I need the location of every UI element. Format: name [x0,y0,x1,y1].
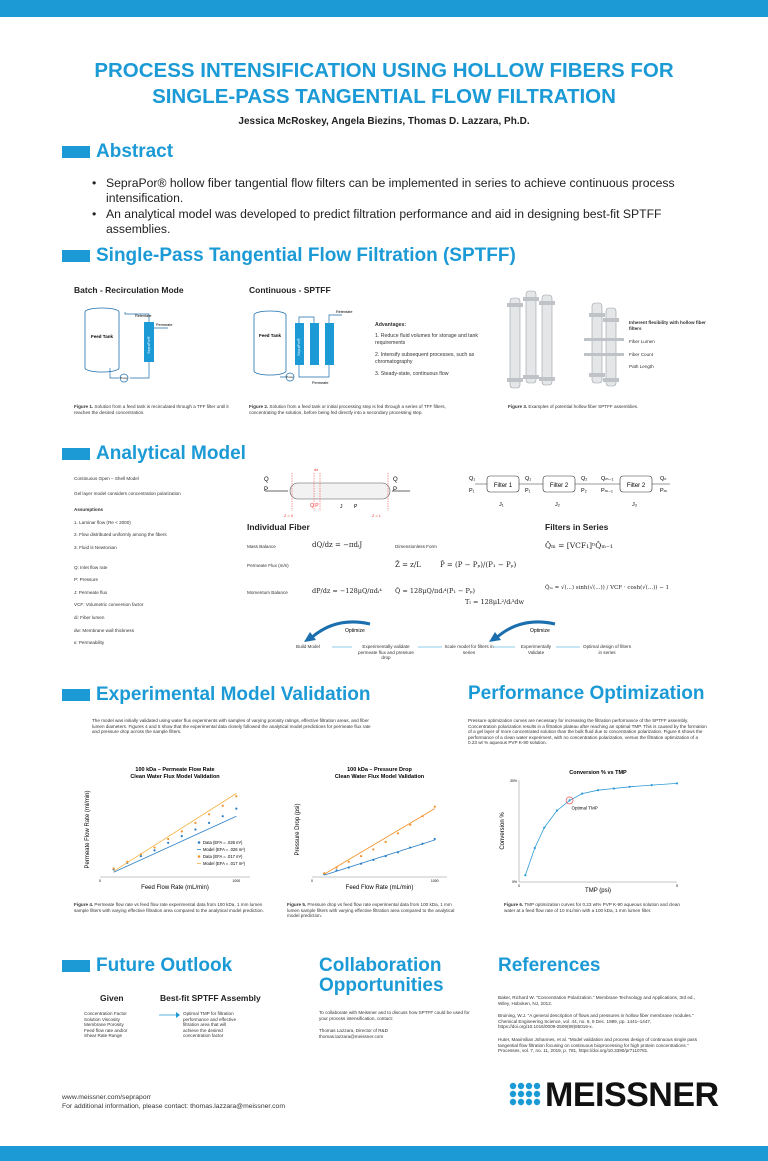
performance-heading: Performance Optimization [468,683,705,704]
design-flow [290,614,640,670]
pump-label: Pump [286,375,294,379]
assumptions-title: Assumptions [74,507,104,513]
svg-text:J₁: J₁ [499,502,504,508]
retentate-label: Retentate [336,310,353,314]
x-tick-label: 0 [99,879,101,883]
y-tick-label: 30% [509,779,517,783]
data-point [581,793,583,795]
svg-text:Q: Q [393,477,398,483]
flexibility-box [629,320,709,370]
x-tick-label: 0 [311,879,313,883]
svg-text:Z = 0: Z = 0 [284,513,294,518]
momentum-balance-label: Momentum Balance [247,590,288,595]
feed-tank-label: Feed Tank [259,333,281,338]
hollow-fiber-assembly-image [500,283,625,401]
advantages-box [375,322,485,377]
svg-text:Q₁: Q₁ [469,476,476,482]
given-title: Given [100,993,124,1003]
mass-balance-eq: dQ/dz = −πdᵢJ [312,541,363,549]
flow-step: Scale model for filters in series [444,644,494,655]
filters-series-title: Filters in Series [545,522,609,532]
figure4-caption: Figure 4. Permeate flow rate vs feed flow rate experimental data from 100 kDa, 1 mm lumen sample filters with varying effective filtration area compared to the analytical model prediction. [74,902,264,913]
reference-item: Huter, Maximilian Johannes, et al. "Model validation and process design of continuous single pass tangential flow filtration focusing on continuous bioprocessing for high protein concentrations." Processes, vol. 7, no. 11, 2019, p. 781, https://doi.org/10.3390/pr7110781. [498,1036,698,1054]
chart-subtitle: Clean Water Flux Model Validation [130,774,220,780]
data-point [113,867,115,869]
figure1-caption: Figure 1. Solution from a feed tank is recirculated through a TFF filter until it reaches the desired concentration. [74,404,229,415]
dimensionless-label: Dimensionless Form [395,544,437,549]
data-point [434,838,436,840]
pressure-drop-chart [290,762,455,897]
advantage-item: 2. Intensify subsequent processes, such as chromatography [375,352,475,365]
data-point [167,838,169,840]
data-point [208,813,210,815]
data-point [153,849,155,851]
data-point [194,828,196,830]
data-point [676,782,678,784]
y-axis-label: Permeate Flow Rate (ml/min) [85,790,91,869]
data-point [434,806,436,808]
svg-text:Qₙ: Qₙ [660,476,667,482]
data-point [222,805,224,807]
svg-text:Pₘ₋₁: Pₘ₋₁ [601,488,613,494]
x-tick-label: 5 [676,884,678,888]
fiber-schematic [260,465,420,520]
model-notes: Continuous Open – Shell Model Gel layer model considers concentration polarization Assumptions 1. Laminar flow (Re < 2000) 2. Flow distributed uniformly among the fibers 3. Fluid is Newtonian Q: Inlet flow rate P: Pressure J: Permeate flux VCF: Volumetric conversion factor di: Fiber lumen dw: Membrane wall thickness κ: Permeability [74,476,239,646]
figure6-caption: Figure 6. TMP optimization curves for 0.23 wt% PVP K-90 aqueous solution and clean water at a feed flow rate of 10 mL/min with a 100 kDa, 1 mm lumen filter. [504,902,680,913]
q-eq: Q̂ = 128μQ/πdᵢ⁴(P₁ − Pₚ) [395,587,476,595]
svg-text:P₁: P₁ [525,488,531,494]
best-fit-list: Optimal TMP for filtration performance and effective filtration area that will achieve the desired concentration factor [183,1011,237,1039]
data-point [348,861,350,863]
flexibility-title: Inherent flexibility with hollow fiber filters [629,320,706,331]
x-tick-label: 0 [518,884,520,888]
svg-text:Q P: Q P [310,503,319,509]
abstract-bullet: • SepraPor® hollow fiber tangential flow filters can be implemented in series to achieve continuous process intensification. [92,176,702,205]
meissner-logo: MEISSNER [508,1076,719,1115]
filter-label: SepraPor® [147,336,151,354]
footer-contact: www.meissner.com/sepraporr For additional information, please contact: thomas.lazzara@meissner.com [62,1094,285,1110]
batch-diagram [80,300,190,390]
bottom-banner [0,1146,768,1161]
data-point [167,842,169,844]
performance-text: Pressure optimization curves are necessary for increasing the filtration performance of the SPTFF assembly. Concentration polarization results in a filtration plateau after reaching an optimal TMP. This is caused by the formation of a gel layer of more concentrated solution than the bulk fluid due to concentration polarization. Figure 6 shows the performance of a clean water experiment, with no concentration polarization, versus the filtration optimization of a 0.23 wt % aqueous PVP K-90 solution. [468,718,707,746]
heading-marker [62,448,90,460]
figure3-caption: Figure 3. Examples of potential hollow fiber SPTFF assemblies. [508,404,639,409]
future-heading: Future Outlook [62,955,232,977]
heading-marker [62,146,90,158]
series-eq2: Q̂ₘ = √(...) sinh(√(...)) / VCF · cosh(√(...)) − 1 [545,585,670,591]
data-point [651,784,653,786]
permeate-label: Permeate [156,323,173,327]
data-point [556,810,558,812]
svg-text:Z = L: Z = L [372,513,382,518]
legend-swatch [198,841,201,844]
continuous-diagram [250,305,360,390]
data-point [235,808,237,810]
footer-url[interactable]: www.meissner.com/sepraporr [62,1094,152,1101]
chart-subtitle: Clean Water Flux Model Validation [334,774,425,780]
y-axis-label: Conversion % [500,812,506,850]
individual-fiber-title: Individual Fiber [247,522,310,532]
t-eq: Tₗ = 128μL²/dᵢ³dw [465,598,525,606]
y-axis-label: Pressure Drop (psi) [295,803,301,856]
data-point [524,874,526,876]
svg-text:Q: Q [264,477,269,483]
svg-text:P₂: P₂ [581,488,587,494]
model-heading: Analytical Model [62,443,246,465]
svg-text:P: P [393,487,398,493]
advantages-title: Advantages: [375,322,407,328]
x-tick-label: 1000 [232,879,241,883]
svg-text:P₁: P₁ [469,488,475,494]
top-banner [0,0,768,17]
data-point [543,827,545,829]
filter-box: Filter 2 [626,483,646,489]
filters-series-schematic [465,470,680,512]
authors: Jessica McRoskey, Angela Biezins, Thomas D. Lazzara, Ph.D. [238,116,530,127]
svg-text:Pₘ: Pₘ [660,488,668,494]
legend-label: Data (EFA = .026 m²) [203,840,243,845]
logo-mark-icon [508,1081,542,1111]
data-point [222,815,224,817]
batch-title: Batch - Recirculation Mode [74,285,184,295]
advantage-item: 3. Steady-state, continuous flow [375,371,449,378]
data-point [534,847,536,849]
flex-item: Fiber Lumen [629,339,655,345]
conversion-tmp-chart [497,766,687,894]
data-point [235,795,237,797]
svg-text:dz: dz [314,467,319,472]
data-point [629,786,631,788]
arrow-icon [158,1010,180,1020]
reference-item: Baker, Richard W. "Concentration Polarization." Membrane Technology and Applications, 3rd ed., Wiley, Hoboken, NJ, 2012. [498,995,695,1006]
data-point [360,855,362,857]
x-axis-label: TMP (psi) [585,888,611,894]
chart-title: 100 kDa – Permeate Flow Rate [135,767,215,773]
heading-marker [62,960,90,972]
flow-step: Build Model [296,644,321,649]
mass-balance-label: Mass Balance [247,544,276,549]
filter-box: Filter 2 [549,483,569,489]
heading-marker [62,689,90,701]
chart-title: 100 kDa – Pressure Drop [347,767,412,773]
reference-item: Bruining, W.J. "A general description of flows and pressures in hollow fiber membrane modules." Chemical Engineering Science, vol. 44, no. 6, 8 Dec. 1989, pp. 1441–1447, https://doi.org/10.1016/0009-2509(89)85016-x. [498,1013,694,1030]
collab-email: thomas.lazzara@meissner.com [319,1033,384,1039]
flex-item: Path Length [629,364,654,370]
svg-text:Qₘ₋₁: Qₘ₋₁ [601,476,614,482]
flow-step: Experimentally Validate [520,644,552,655]
svg-text:J₃: J₃ [632,502,637,508]
heading-marker [62,250,90,262]
svg-text:Q₁: Q₁ [525,476,532,482]
data-point [568,799,570,801]
permeate-flux-label: Permeate Flux (m/s) [247,563,289,568]
collab-heading: Collaboration Opportunities [319,955,444,996]
abstract-bullet: • An analytical model was developed to predict filtration performance and aid in designing best-fit SPTFF assemblies. [92,207,702,236]
data-point [181,835,183,837]
annotation-label: Optimal TMP [571,805,598,811]
svg-text:P: P [264,487,269,493]
continuous-title: Continuous - SPTFF [249,285,331,295]
optimize-label: Optimize [345,628,365,634]
advantage-item: 1. Reduce fluid volumes for storage and tank requirements [375,333,478,346]
y-tick-label: 0% [511,880,517,884]
figure5-caption: Figure 5. Pressure drop vs feed flow rate experimental data from 100 kDa, 1 mm lumen sample filters with varying effective filtration area compared to the analytical model prediction. [287,902,455,919]
validation-heading: Experimental Model Validation [62,684,371,706]
z-eq: Ẑ = z/L [395,561,421,569]
filter-box: Filter 1 [493,483,513,489]
permeate-label: Permeate [312,381,329,385]
svg-text:J₂: J₂ [555,502,560,508]
collab-text: To collaborate with Meissner and to discuss how SPTFF could be used for your process intensification, contact: Thomas Lazzara, Director of R&D thomas.lazzara@meissner.com [319,1010,474,1039]
conversion-curve [525,783,677,875]
series-eq1: Q̂ₘ = [VCF₁]ⁿQ̂ₘ₋₁ [545,541,613,550]
feed-tank-label: Feed Tank [91,334,113,339]
flex-item: Fiber Count [629,351,654,357]
abstract-list [92,176,702,238]
optimize-label: Optimize [530,628,550,634]
data-point [613,787,615,789]
data-point [597,789,599,791]
data-point [194,822,196,824]
x-axis-label: Feed Flow Rate (mL/min) [345,885,414,891]
flow-step: Experimentally validate permeate flux and pressure drop [358,644,414,661]
poster-title: PROCESS INTENSIFICATION USING HOLLOW FIBERS FOR SINGLE-PASS TANGENTIAL FLOW FILTRATION [94,59,674,108]
momentum-eq: dP/dz = −128μQ/πdᵢ⁴ [312,587,382,595]
data-point [153,846,155,848]
validation-text: The model was initially validated using water flux experiments with samples of varying porosity ratings, effective filtration areas, and fiber lumen diameters. Figures 4 and 5 show that the experimental data closely followed the analytical model predictions for permeate flux rate and pressure drop across the sample filters. [92,718,371,735]
svg-text:J: J [340,504,343,510]
model-line [114,793,237,871]
references-list [498,995,708,1054]
data-point [208,822,210,824]
x-axis-label: Feed Flow Rate (mL/min) [141,885,209,891]
pump-label: Pump [120,376,128,380]
abstract-heading: Abstract [62,141,173,163]
model-line [324,840,434,875]
flow-step: Optimal design of filters in series [583,644,631,655]
svg-text:Q₂: Q₂ [581,476,588,482]
model-line [324,809,434,875]
legend-swatch [198,855,201,858]
best-fit-title: Best-fit SPTFF Assembly [160,993,261,1003]
data-point [140,855,142,857]
legend-label: Data (EFA = .017 m²) [203,854,243,859]
p-eq: P̂ = (P − Pₚ)/(P₁ − Pₚ) [440,561,517,569]
retentate-label: Retentate [135,314,152,318]
x-tick-label: 1000 [430,879,439,883]
legend-label: Model (EFA = .026 m²) [203,847,246,852]
chart-title: Conversion % vs TMP [569,770,627,776]
data-point [181,830,183,832]
svg-text:P: P [354,504,358,510]
figure2-caption: Figure 2. Solution from a feed tank or initial processing step is fed through a series of TFF filters, concentrating the solution, before being fed directly into a secondary processing step. [249,404,446,415]
data-point [397,832,399,834]
data-point [385,841,387,843]
references-heading: References [498,955,601,976]
filter-label: SepraPor® [297,338,301,356]
sptff-heading: Single-Pass Tangential Flow Filtration (SPTFF) [62,245,516,267]
legend-label: Model (EFA = .017 m²) [203,861,246,866]
given-list: Concentration Factor Solution Viscosity Membrane Porosity Feed flow rate and/or Shear Rate Range [84,1011,128,1039]
data-point [372,848,374,850]
permeate-flow-chart [80,762,260,897]
